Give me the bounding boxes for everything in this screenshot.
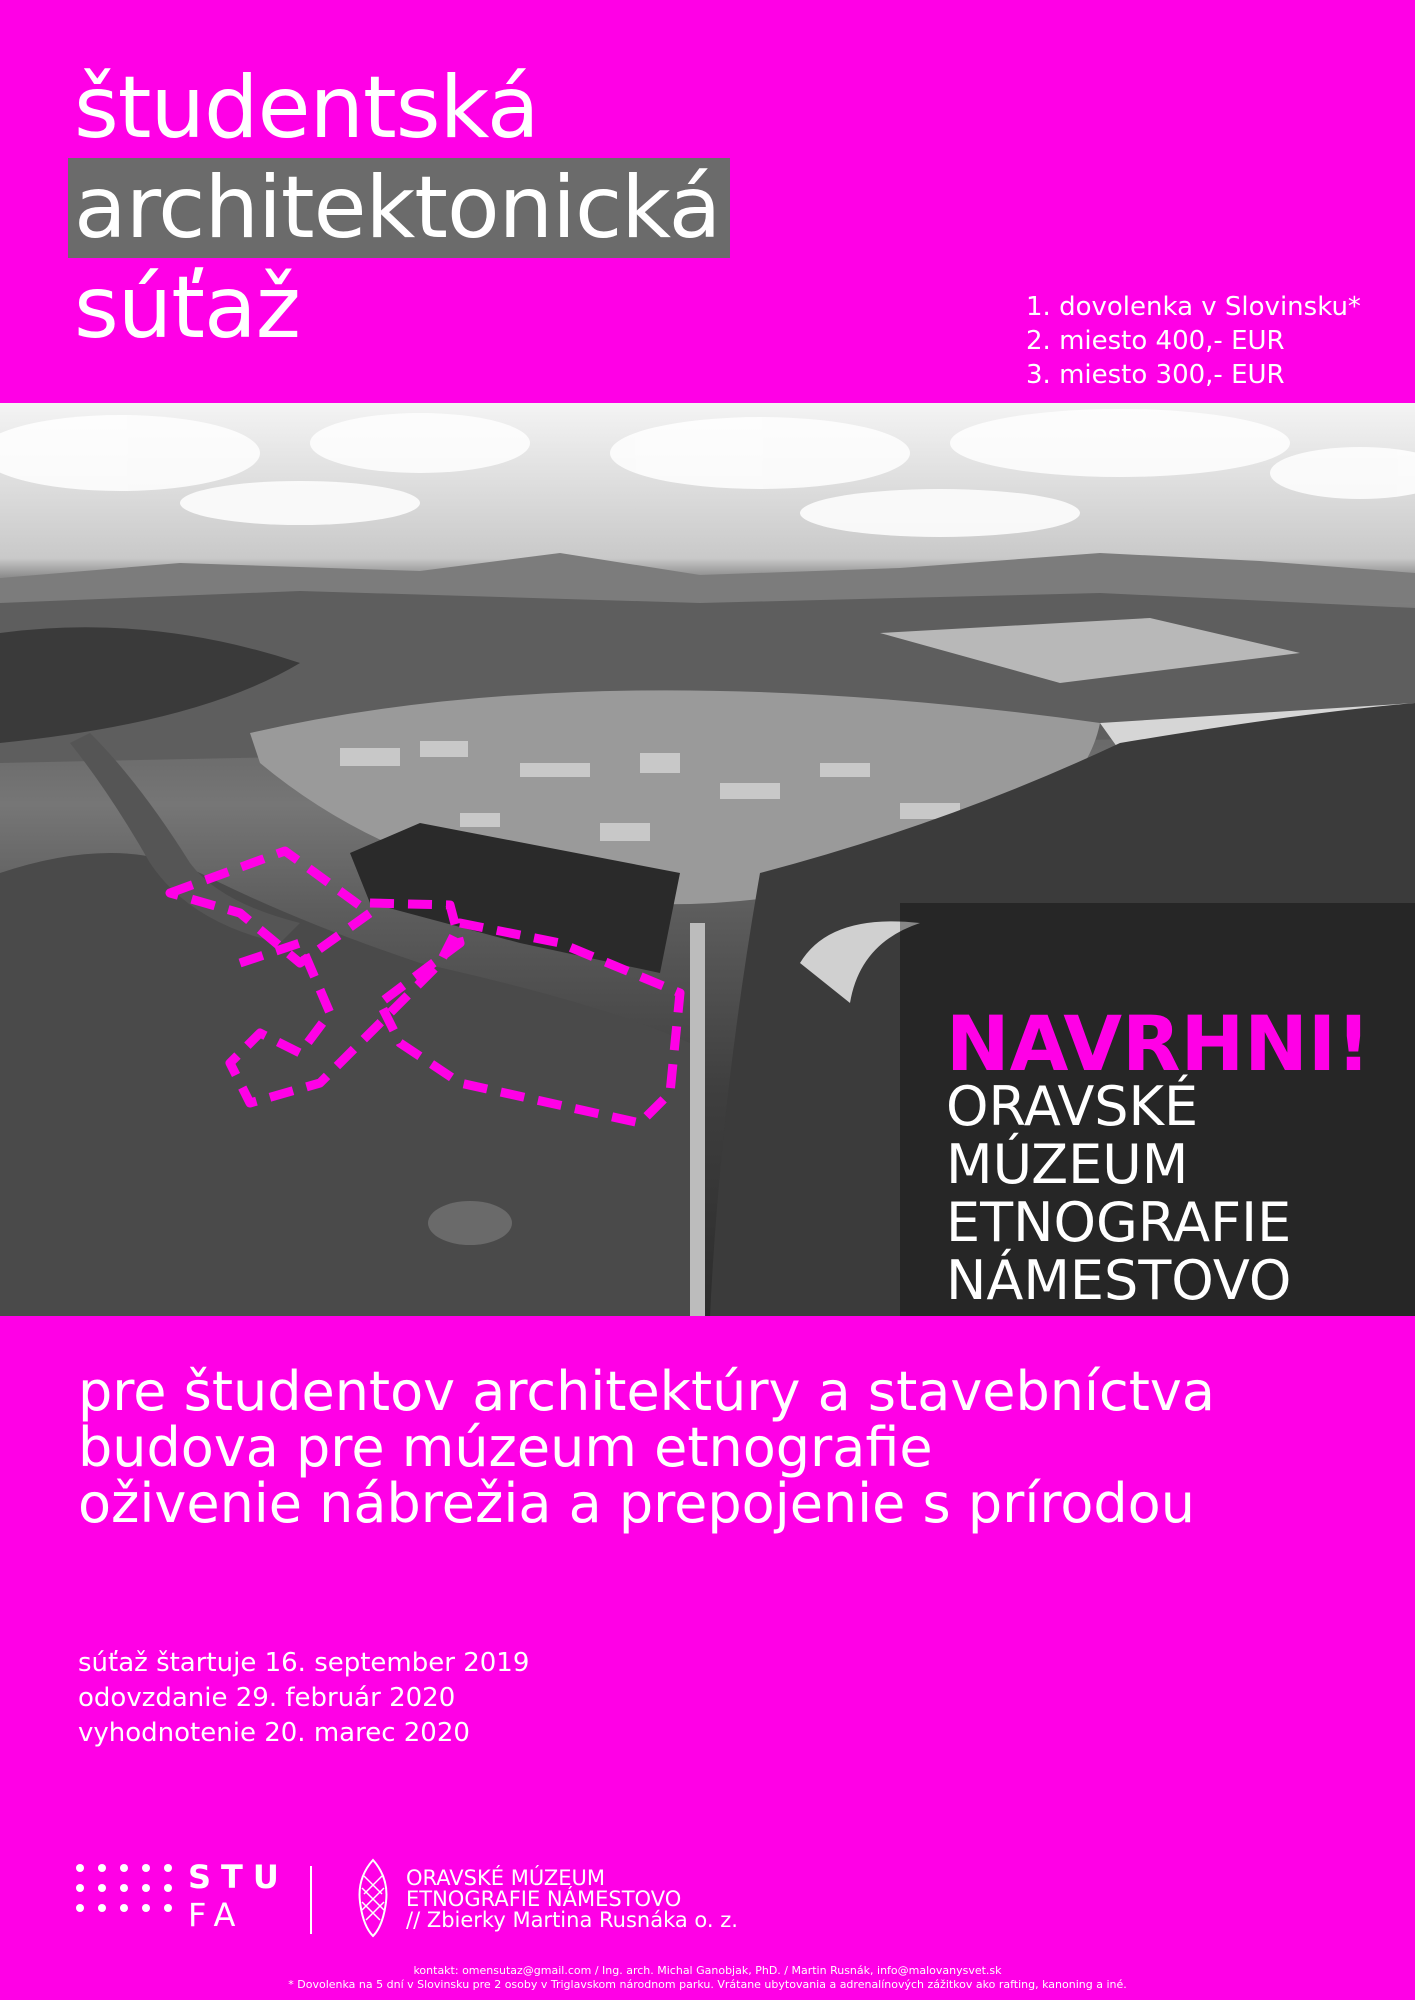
title-line-2 (74, 158, 730, 258)
stu-label: STU (188, 1858, 289, 1896)
museum-logo-line: ORAVSKÉ MÚZEUM (406, 1866, 605, 1890)
museum-logo-text (406, 1868, 738, 1931)
title-highlight: architektonická (68, 158, 730, 258)
pinecone-icon (356, 1858, 390, 1938)
prize-item: 1. dovolenka v Slovinsku* (1026, 292, 1361, 322)
prize-item: 2. miesto 400,- EUR (1026, 326, 1285, 356)
causeway (690, 923, 705, 1316)
museum-line: NÁMESTOVO (946, 1249, 1292, 1312)
title-line-3: súťaž (74, 258, 300, 358)
museum-logo-line: ETNOGRAFIE NÁMESTOVO (406, 1887, 682, 1911)
poster-title (74, 58, 730, 358)
fa-label: FA (188, 1896, 246, 1934)
museum-line: MÚZEUM (946, 1133, 1189, 1196)
museum-line: ETNOGRAFIE (946, 1191, 1292, 1254)
competition-description (78, 1360, 1215, 1535)
museum-line: ORAVSKÉ (946, 1075, 1199, 1138)
date-line: súťaž štartuje 16. september 2019 (78, 1648, 530, 1678)
clouds (0, 409, 1415, 537)
stu-dot-grid-logo (76, 1864, 186, 1932)
description-line: budova pre múzeum etnografie (78, 1416, 933, 1479)
prize-item: 3. miesto 300,- EUR (1026, 360, 1285, 390)
logo-divider (310, 1866, 312, 1934)
footer (0, 1964, 1415, 1992)
competition-dates (78, 1646, 529, 1751)
museum-logo-line: // Zbierky Martina Rusnáka o. z. (406, 1908, 738, 1932)
prize-note: * Dovolenka na 5 dní v Slovinsku pre 2 osoby v Triglavskom národnom parku. Vrátane ubytovania a adrenalínových zážitkov ako rafting, kanoning a iné. (288, 1978, 1127, 1991)
date-line: vyhodnotenie 20. marec 2020 (78, 1718, 470, 1748)
museum-name (946, 1075, 1292, 1312)
title-line-1: študentská (74, 58, 539, 158)
date-line: odovzdanie 29. február 2020 (78, 1683, 456, 1713)
contact-line: kontakt: omensutaz@gmail.com / Ing. arch. Michal Ganobjak, PhD. / Martin Rusnák, info@malovanysvet.sk (413, 1964, 1002, 1977)
description-line: oživenie nábrežia a prepojenie s prírodou (78, 1472, 1195, 1535)
description-line: pre študentov architektúry a stavebníctva (78, 1360, 1215, 1423)
prize-list (1026, 290, 1361, 392)
call-to-action: NAVRHNI! (946, 999, 1371, 1088)
island (428, 1201, 512, 1245)
